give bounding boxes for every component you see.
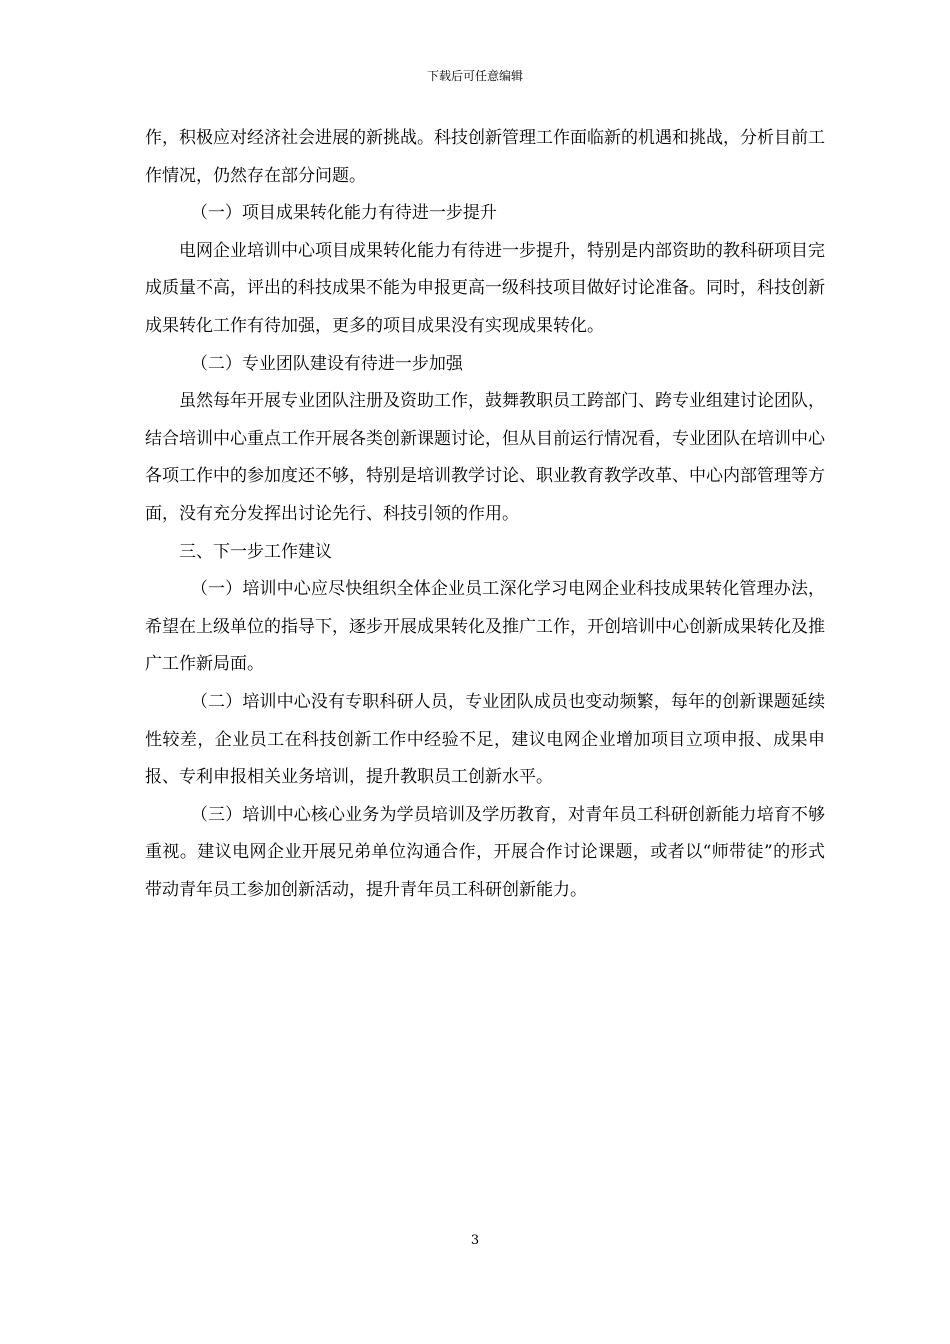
paragraph-2: 虽然每年开展专业团队注册及资助工作，鼓舞教职员工跨部门、跨专业组建讨论团队，结合培训中心重点工作开展各类创新课题讨论，但从目前运行情况看，专业团队在培训中心各项工作中的参加度还不够，特别是培训教学讨论、职业教育教学改革、中心内部管理等方面，没有充分发挥出讨论先行、科技引领的作用。 — [145, 391, 825, 524]
suggestion-1: （一）培训中心应尽快组织全体企业员工深化学习电网企业科技成果转化管理办法，希望在上级单位的指导下，逐步开展成果转化及推广工作，开创培训中心创新成果转化及推广工作新局面。 — [145, 579, 825, 675]
page-number: 3 — [470, 1233, 480, 1248]
subheading-1: （一）项目成果转化能力有待进一步提升 — [190, 203, 497, 224]
paragraph-intro: 作，积极应对经济社会进展的新挑战。科技创新管理工作面临新的机遇和挑战，分析目前工作情况，仍然存在部分问题。 — [145, 128, 825, 186]
document-body — [145, 120, 825, 909]
subheading-2: （二）专业团队建设有待进一步加强 — [190, 353, 463, 374]
suggestion-3: （三）培训中心核心业务为学员培训及学历教育，对青年员工科研创新能力培育不够重视。建议电网企业开展兄弟单位沟通合作，开展合作讨论课题，或者以“师带徒”的形式带动青年员工参加创新活动，提升青年员工科研创新能力。 — [145, 804, 825, 900]
suggestion-2: （二）培训中心没有专职科研人员，专业团队成员也变动频繁，每年的创新课题延续性较差，企业员工在科技创新工作中经验不足，建议电网企业增加项目立项申报、成果申报、专利申报相关业务培训，提升教职员工创新水平。 — [145, 691, 825, 788]
section-heading-3: 三、下一步工作建议 — [179, 541, 332, 562]
paragraph-1: 电网企业培训中心项目成果转化能力有待进一步提升，特别是内部资助的教科研项目完成质量不高，评出的科技成果不能为申报更高一级科技项目做好讨论准备。同时，科技创新成果转化工作有待加强，更多的项目成果没有实现成果转化。 — [145, 240, 825, 336]
header-note: 下载后可任意编辑 — [426, 69, 523, 83]
